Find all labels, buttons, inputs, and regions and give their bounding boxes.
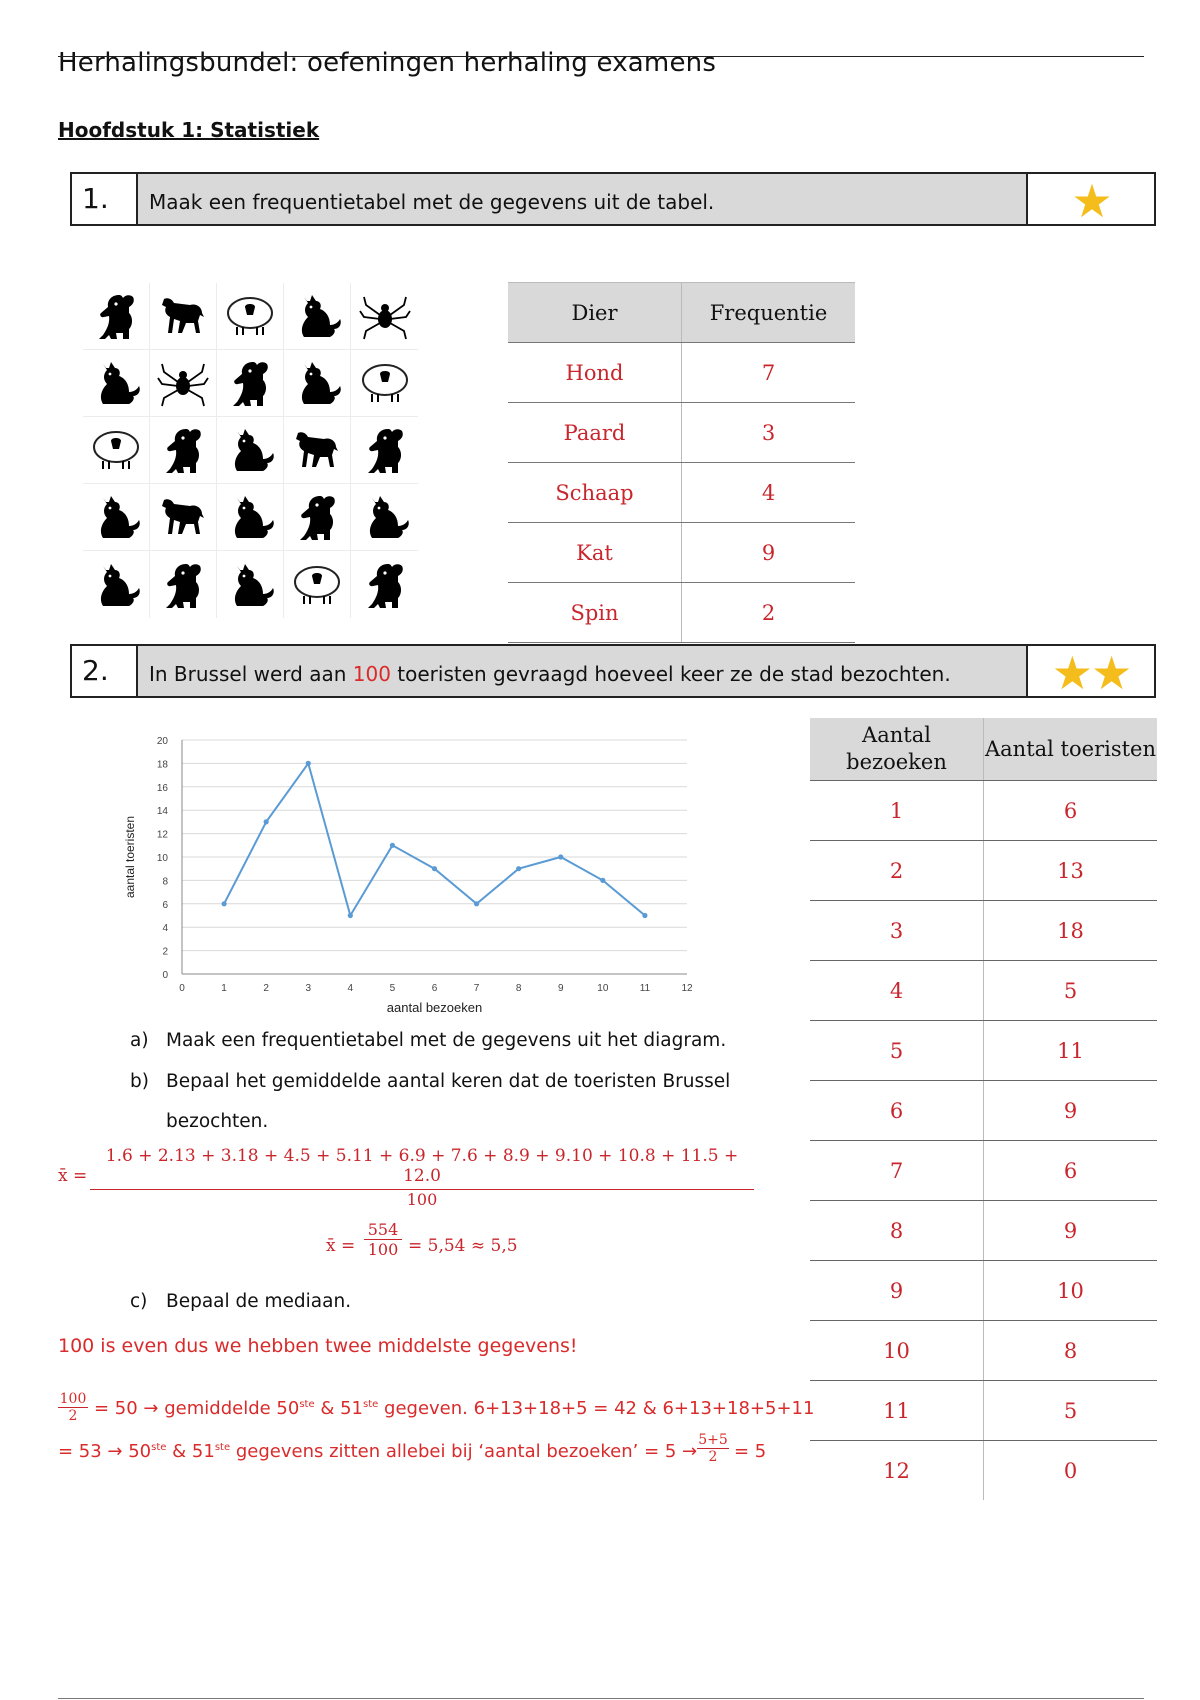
table-row xyxy=(810,961,1157,1021)
table-cell: Paard xyxy=(508,403,682,463)
subquestion-text: Bepaal het gemiddelde aantal keren dat de toeristen Brussel xyxy=(166,1071,731,1092)
table-cell: 12 xyxy=(883,1458,910,1483)
data-point xyxy=(306,761,311,766)
table-cell: 2 xyxy=(810,841,984,901)
median-frac-denominator: 2 xyxy=(68,1408,78,1424)
table-cell: 6 xyxy=(810,1081,984,1141)
animal-cell xyxy=(150,484,217,551)
table-row xyxy=(508,343,855,403)
animal-cell xyxy=(284,484,351,551)
y-tick-label: 14 xyxy=(156,806,168,818)
animal-cell xyxy=(217,484,284,551)
subquestion-text: Maak een frequentietabel met de gegevens uit het diagram. xyxy=(166,1030,727,1051)
prompt-text: toeristen gevraagd hoeveel keer ze de stad bezochten. xyxy=(390,662,951,686)
table-row xyxy=(810,1261,1157,1321)
sheep-icon xyxy=(89,423,143,477)
mean2-result: = 5,54 ≈ 5,5 xyxy=(408,1236,518,1256)
table-cell: 5 xyxy=(810,1021,984,1081)
sheep-icon xyxy=(223,289,277,343)
table-cell: 9 xyxy=(682,523,856,583)
data-point xyxy=(348,913,353,918)
cat-icon xyxy=(89,490,143,544)
animal-cell xyxy=(83,484,150,551)
table-cell: Hond xyxy=(508,343,682,403)
chapter-heading: Hoofdstuk 1: Statistiek xyxy=(58,118,320,142)
table-cell: 7 xyxy=(682,343,856,403)
mean-numerator: 1.6 + 2.13 + 3.18 + 4.5 + 5.11 + 6.9 + 7.6 + 8.9 + 9.10 + 10.8 + 11.5 + 12.0 xyxy=(105,1146,739,1186)
table-cell: 5 xyxy=(984,1381,1158,1441)
prompt-highlight: 100 xyxy=(352,662,391,686)
subquestion-label: a) xyxy=(130,1030,149,1051)
x-tick-label: 2 xyxy=(263,983,269,994)
footer-divider xyxy=(58,1698,1144,1699)
median-result: = 5 xyxy=(734,1441,767,1462)
table-cell: 10 xyxy=(810,1321,984,1381)
table-cell: 0 xyxy=(984,1441,1158,1501)
animal-cell xyxy=(284,283,351,350)
table-cell: 9 xyxy=(984,1081,1158,1141)
horse-icon xyxy=(156,289,210,343)
table-header: Aantal bezoeken xyxy=(810,718,984,781)
table-cell: 11 xyxy=(984,1021,1158,1081)
data-point xyxy=(516,866,521,871)
animal-cell xyxy=(217,283,284,350)
median-explanation-1: 100 is even dus we hebben twee middelste gegevens! xyxy=(58,1335,578,1357)
x-tick-label: 12 xyxy=(681,983,693,994)
question-prompt xyxy=(138,646,1028,696)
subquestion-c xyxy=(130,1291,351,1312)
x-tick-label: 8 xyxy=(515,983,522,994)
table-row xyxy=(810,1141,1157,1201)
animal-cell xyxy=(83,283,150,350)
cat-icon xyxy=(89,558,143,612)
animal-cell xyxy=(150,283,217,350)
cat-icon xyxy=(290,289,344,343)
x-tick-label: 4 xyxy=(347,983,354,994)
table-cell: 8 xyxy=(984,1321,1158,1381)
data-point xyxy=(558,854,563,859)
question-number: 2. xyxy=(72,646,138,696)
table-row xyxy=(508,583,855,643)
title-divider xyxy=(58,56,1144,57)
table-cell: 3 xyxy=(682,403,856,463)
x-tick-label: 5 xyxy=(389,983,396,994)
animal-cell xyxy=(284,350,351,417)
data-point xyxy=(390,843,395,848)
table-cell: 7 xyxy=(810,1141,984,1201)
y-tick-label: 4 xyxy=(162,923,168,935)
prompt-text: In Brussel werd aan xyxy=(149,662,353,686)
table-cell: Kat xyxy=(508,523,682,583)
y-tick-label: 2 xyxy=(162,946,168,958)
dog-icon xyxy=(89,289,143,343)
cat-icon xyxy=(223,490,277,544)
question-prompt: Maak een frequentietabel met de gegevens uit de tabel. xyxy=(138,174,1028,224)
median-explanation-3 xyxy=(58,1441,697,1462)
y-tick-label: 18 xyxy=(156,759,168,771)
table-cell: 18 xyxy=(984,901,1158,961)
cat-icon xyxy=(223,423,277,477)
subquestion-text: Bepaal de mediaan. xyxy=(166,1291,352,1312)
animal-cell xyxy=(351,417,418,484)
animal-cell xyxy=(284,417,351,484)
median-text: gegevens zitten allebei bij ‘aantal bezoeken’ = 5 → xyxy=(230,1441,698,1462)
data-point xyxy=(474,901,479,906)
median-text: = 53 → 50 xyxy=(58,1441,152,1462)
table-header: Frequentie xyxy=(682,283,856,343)
table-cell: 9 xyxy=(810,1261,984,1321)
x-tick-label: 11 xyxy=(639,983,651,994)
document-title: Herhalingsbundel: oefeningen herhaling examens xyxy=(58,48,717,78)
x-tick-label: 6 xyxy=(431,983,438,994)
cat-icon xyxy=(89,356,143,410)
sheep-icon xyxy=(358,356,412,410)
difficulty-stars-icon: ★★ xyxy=(1051,646,1131,700)
table-header: Aantal toeristen xyxy=(984,718,1158,781)
y-tick-label: 6 xyxy=(162,899,168,911)
x-tick-label: 0 xyxy=(179,983,185,994)
cat-icon xyxy=(223,558,277,612)
median-fraction xyxy=(58,1391,88,1424)
y-tick-label: 20 xyxy=(156,736,168,747)
mean-fraction xyxy=(90,1146,754,1209)
data-point xyxy=(642,913,647,918)
x-tick-label: 7 xyxy=(473,983,480,994)
table-cell: 4 xyxy=(810,961,984,1021)
mean2-fraction xyxy=(364,1220,402,1259)
dog-icon xyxy=(358,423,412,477)
animal-cell xyxy=(83,350,150,417)
dog-icon xyxy=(156,423,210,477)
subquestion-b-continued: bezochten. xyxy=(166,1111,269,1132)
horse-icon xyxy=(290,423,344,477)
table-cell: 6 xyxy=(984,1141,1158,1201)
cat-icon xyxy=(290,356,344,410)
x-tick-label: 10 xyxy=(597,983,609,994)
animal-picture-grid xyxy=(83,283,418,618)
table-row xyxy=(508,523,855,583)
animal-cell xyxy=(217,551,284,618)
question-2-header xyxy=(70,644,1156,698)
table-cell: 10 xyxy=(984,1261,1158,1321)
data-point xyxy=(221,901,226,906)
subquestion-b xyxy=(130,1071,730,1092)
mean-denominator: 100 xyxy=(406,1190,438,1209)
table-cell: 1 xyxy=(810,781,984,841)
difficulty-star-icon: ★ xyxy=(1071,174,1111,228)
x-tick-label: 3 xyxy=(305,983,312,994)
data-point xyxy=(432,866,437,871)
median-text: & 51 xyxy=(166,1441,215,1462)
table-cell: Schaap xyxy=(508,463,682,523)
median-fraction-2 xyxy=(697,1432,729,1465)
spider-icon xyxy=(156,356,210,410)
horse-icon xyxy=(156,490,210,544)
animal-cell xyxy=(217,350,284,417)
question-1-header xyxy=(70,172,1156,226)
animal-cell xyxy=(351,350,418,417)
animal-cell xyxy=(150,350,217,417)
table-cell: 3 xyxy=(810,901,984,961)
question-number: 1. xyxy=(72,174,138,224)
cat-icon xyxy=(358,490,412,544)
table-row xyxy=(810,781,1157,841)
subquestion-label: b) xyxy=(130,1071,149,1092)
animal-cell xyxy=(150,551,217,618)
table-cell: 8 xyxy=(810,1201,984,1261)
table-row xyxy=(508,463,855,523)
x-tick-label: 9 xyxy=(557,983,564,994)
superscript: ste xyxy=(299,1399,315,1410)
y-tick-label: 0 xyxy=(162,970,168,981)
mean2-numerator: 554 xyxy=(367,1220,399,1239)
table-cell: 5 xyxy=(984,961,1158,1021)
table-cell: 9 xyxy=(984,1201,1158,1261)
x-axis-label: aantal bezoeken xyxy=(386,1000,483,1015)
x-tick-label: 1 xyxy=(221,983,227,994)
animal-cell xyxy=(217,417,284,484)
animal-cell xyxy=(351,484,418,551)
median-frac-numerator: 100 xyxy=(59,1391,87,1407)
mean2-denominator: 100 xyxy=(367,1240,399,1259)
table-cell: 13 xyxy=(984,841,1158,901)
table-row xyxy=(810,901,1157,961)
y-axis-label: aantal toeristen xyxy=(123,815,137,899)
animal-cell xyxy=(83,417,150,484)
y-tick-label: 16 xyxy=(156,782,168,794)
subquestion-label: c) xyxy=(130,1291,148,1312)
mean-symbol: x̄ = xyxy=(58,1166,88,1186)
table-cell: Spin xyxy=(508,583,682,643)
superscript: ste xyxy=(363,1399,379,1410)
table-row xyxy=(810,1201,1157,1261)
dog-icon xyxy=(156,558,210,612)
dog-icon xyxy=(223,356,277,410)
animal-cell xyxy=(83,551,150,618)
animal-cell xyxy=(351,551,418,618)
y-tick-label: 12 xyxy=(156,829,168,841)
table-cell: 11 xyxy=(810,1381,984,1441)
table-header: Dier xyxy=(508,283,682,343)
table-cell: 2 xyxy=(682,583,856,643)
dog-icon xyxy=(290,490,344,544)
animal-frequency-table xyxy=(508,282,855,643)
data-point xyxy=(264,819,269,824)
table-row xyxy=(508,403,855,463)
spider-icon xyxy=(358,289,412,343)
superscript: ste xyxy=(214,1442,231,1453)
median-text: = 50 → gemiddelde 50 xyxy=(94,1398,300,1419)
table-row xyxy=(810,1321,1157,1381)
animal-cell xyxy=(351,283,418,350)
data-point xyxy=(600,878,605,883)
table-row xyxy=(810,1081,1157,1141)
animal-cell xyxy=(284,551,351,618)
superscript: ste xyxy=(151,1442,167,1453)
visits-frequency-table xyxy=(810,718,1157,1500)
table-row xyxy=(810,841,1157,901)
y-tick-label: 8 xyxy=(162,876,168,888)
line-chart-visits xyxy=(112,722,702,1018)
y-tick-label: 10 xyxy=(156,853,168,864)
table-row xyxy=(810,1021,1157,1081)
dog-icon xyxy=(358,558,412,612)
table-cell: 4 xyxy=(682,463,856,523)
median-text: gegeven. 6+13+18+5 = 42 & 6+13+18+5+11 xyxy=(378,1398,815,1419)
subquestion-a xyxy=(130,1030,726,1051)
table-row xyxy=(810,1441,1157,1501)
table-cell: 6 xyxy=(984,781,1158,841)
mean2-symbol: x̄ = xyxy=(326,1236,356,1256)
table-row xyxy=(810,1381,1157,1441)
animal-cell xyxy=(150,417,217,484)
median-text: & 51 xyxy=(314,1398,364,1419)
median-explanation-2 xyxy=(94,1398,814,1419)
median-frac2-denominator: 2 xyxy=(708,1449,718,1465)
median-frac2-numerator: 5+5 xyxy=(698,1432,728,1448)
sheep-icon xyxy=(290,558,344,612)
